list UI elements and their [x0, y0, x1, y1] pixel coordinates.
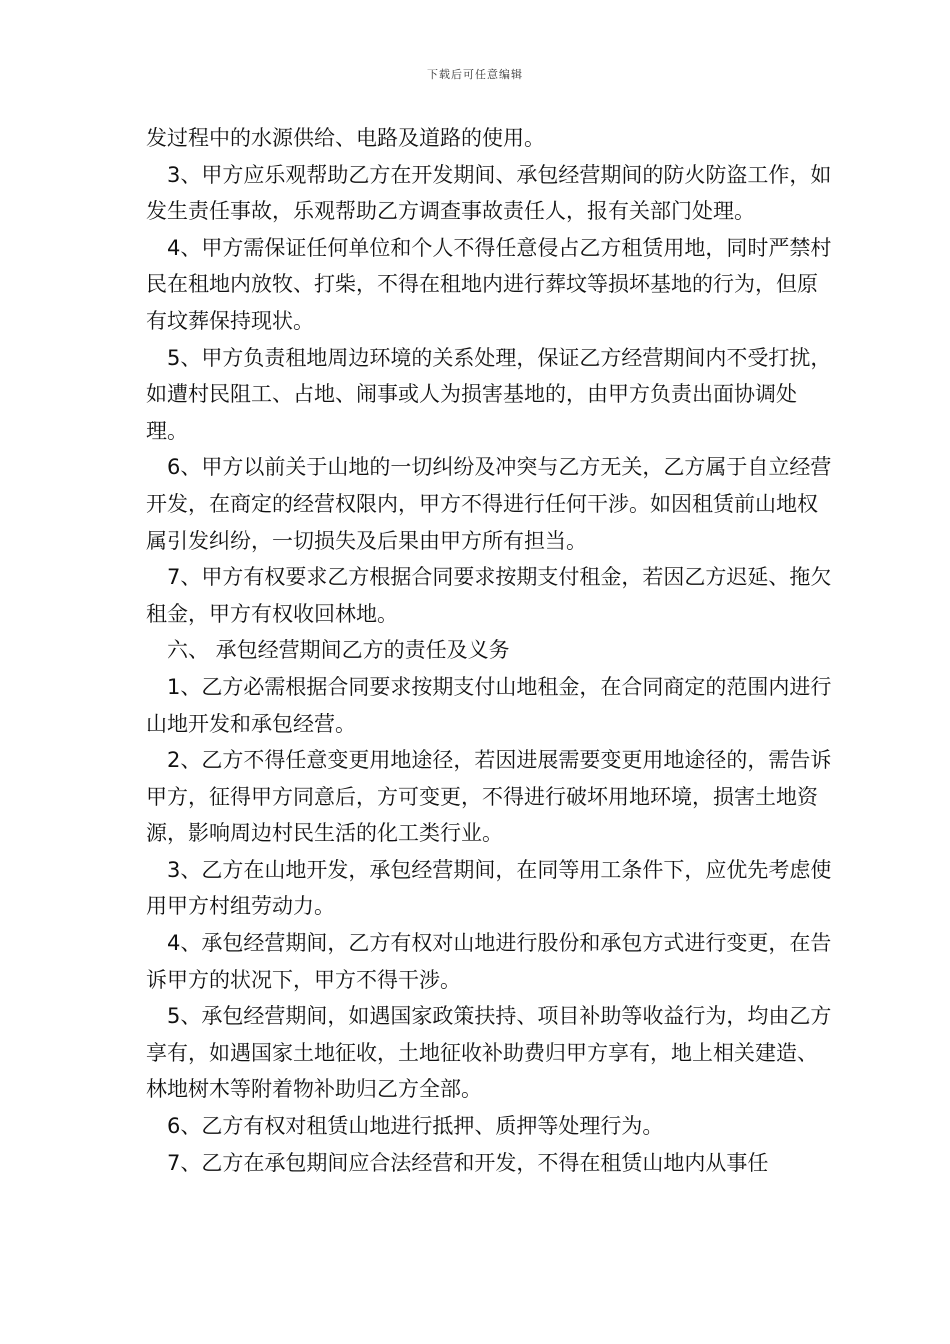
- section-heading-6: 六、 承包经营期间乙方的责任及义务: [167, 638, 510, 663]
- clause-5-3: 3、甲方应乐观帮助乙方在开发期间、承包经营期间的防火防盗工作，如发生责任事故，乐观帮助乙方调查事故责任人，报有关部门处理。: [146, 162, 832, 224]
- clause-6-6: 6、乙方有权对租赁山地进行抵押、质押等处理行为。: [167, 1114, 664, 1139]
- clause-5-5: 5、甲方负责租地周边环境的关系处理，保证乙方经营期间内不受打扰，如遭村民阻工、占地、闹事或人为损害基地的，由甲方负责出面协调处理。: [146, 345, 832, 443]
- clause-5-4: 4、甲方需保证任何单位和个人不得任意侵占乙方租赁用地，同时严禁村民在租地内放牧、打柴，不得在租地内进行葬坟等损坏基地的行为，但原有坟葬保持现状。: [146, 235, 832, 333]
- page-header: 下载后可任意编辑: [427, 68, 523, 81]
- clause-6-1: 1、乙方必需根据合同要求按期支付山地租金，在合同商定的范围内进行山地开发和承包经营。: [146, 674, 832, 736]
- clause-6-4: 4、承包经营期间，乙方有权对山地进行股份和承包方式进行变更，在告诉甲方的状况下，甲方不得干涉。: [146, 931, 832, 992]
- clause-5-6: 6、甲方以前关于山地的一切纠纷及冲突与乙方无关，乙方属于自立经营开发，在商定的经营权限内，甲方不得进行任何干涉。如因租赁前山地权属引发纠纷，一切损失及后果由甲方所有担当。: [146, 455, 832, 553]
- paragraph-continuation: 发过程中的水源供给、电路及道路的使用。: [146, 126, 545, 150]
- clause-6-5: 5、承包经营期间，如遇国家政策扶持、项目补助等收益行为，均由乙方享有，如遇国家土地征收，土地征收补助费归甲方享有，地上相关建造、林地树木等附着物补助归乙方全部。: [146, 1004, 832, 1102]
- clause-6-3: 3、乙方在山地开发，承包经营期间，在同等用工条件下，应优先考虑使用甲方村组劳动力。: [146, 857, 832, 919]
- clause-5-7: 7、甲方有权要求乙方根据合同要求按期支付租金，若因乙方迟延、拖欠租金，甲方有权收回林地。: [146, 565, 832, 626]
- clause-6-2: 2、乙方不得任意变更用地途径，若因进展需要变更用地途径的，需告诉甲方，征得甲方同意后，方可变更，不得进行破坏用地环境，损害土地资源，影响周边村民生活的化工类行业。: [146, 748, 832, 846]
- document-body: [146, 120, 836, 1181]
- clause-6-7: 7、乙方在承包期间应合法经营和开发，不得在租赁山地内从事任: [167, 1150, 769, 1175]
